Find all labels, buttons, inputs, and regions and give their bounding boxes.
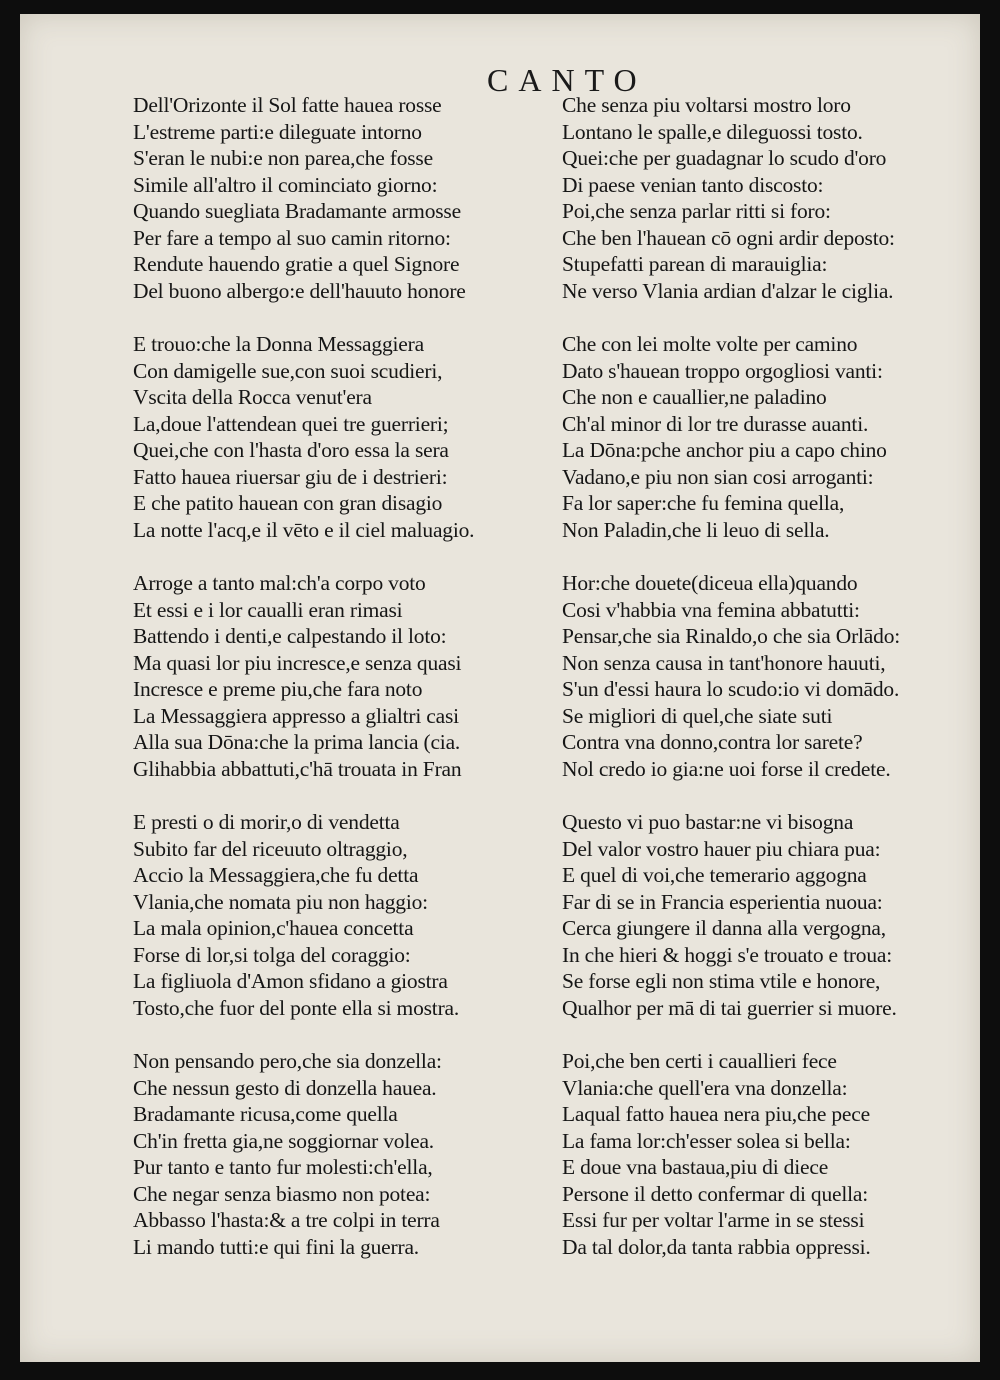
stanza (133, 92, 553, 304)
verse-line: Poi,che ben certi i cauallieri fece (562, 1049, 837, 1073)
verse-line: Stupefatti parean di marauiglia: (562, 252, 828, 276)
verse-line: Ch'in fretta gia,ne soggiornar volea. (133, 1128, 434, 1153)
verse-line: Non Paladin,che li leuo di sella. (562, 517, 830, 542)
verse-line: Per fare a tempo al suo camin ritorno: (133, 225, 451, 250)
stanza (562, 809, 982, 1021)
verse-line: Bradamante ricusa,come quella (133, 1102, 398, 1126)
stanza (562, 92, 982, 304)
verse-line: Che ben l'hauean cō ogni ardir deposto: (562, 225, 895, 250)
left-column (133, 92, 553, 1287)
verse-line: Subito far del riceuuto oltraggio, (133, 836, 408, 861)
verse-line: Qualhor per mā di tai guerrier si muore. (562, 995, 897, 1020)
verse-line: Dell'Orizonte il Sol fatte hauea rosse (133, 93, 442, 117)
verse-line: Laqual fatto hauea nera piu,che pece (562, 1102, 870, 1126)
verse-line: Accio la Messaggiera,che fu detta (133, 863, 419, 887)
stanza (133, 331, 553, 543)
verse-line: Del valor vostro hauer piu chiara pua: (562, 836, 881, 861)
verse-line: Abbasso l'hasta:& a tre colpi in terra (133, 1208, 440, 1232)
verse-line: Contra vna donno,contra lor sarete? (562, 730, 863, 754)
verse-line: La,doue l'attendean quei tre guerrieri; (133, 411, 449, 436)
verse-line: Li mando tutti:e qui fini la guerra. (133, 1234, 419, 1259)
verse-line: Di paese venian tanto discosto: (562, 172, 824, 197)
verse-line: Non senza causa in tant'honore hauuti, (562, 650, 886, 675)
verse-line: Rendute hauendo gratie a quel Signore (133, 252, 460, 276)
verse-line: Ma quasi lor piu incresce,e senza quasi (133, 650, 462, 675)
verse-line: E quel di voi,che temerario aggogna (562, 863, 867, 887)
right-column (562, 92, 982, 1287)
verse-line: Non pensando pero,che sia donzella: (133, 1049, 442, 1073)
verse-line: Battendo i denti,e calpestando il loto: (133, 624, 447, 648)
verse-line: In che hieri & hoggi s'e trouato e troua: (562, 942, 893, 967)
verse-line: Che nessun gesto di donzella hauea. (133, 1075, 437, 1100)
verse-line: Con damigelle sue,con suoi scudieri, (133, 358, 443, 383)
verse-line: Vscita della Rocca venut'era (133, 385, 372, 409)
verse-line: Quando suegliata Bradamante armosse (133, 199, 461, 223)
verse-line: Che non e cauallier,ne paladino (562, 385, 827, 409)
verse-line: Nol credo io gia:ne uoi forse il credete. (562, 756, 891, 781)
verse-line: Da tal dolor,da tanta rabbia oppressi. (562, 1234, 871, 1259)
verse-line: E che patito hauean con gran disagio (133, 491, 443, 515)
verse-line: Del buono albergo:e dell'hauuto honore (133, 278, 466, 303)
verse-line: La figliuola d'Amon sfidano a giostra (133, 969, 448, 993)
verse-line: Lontano le spalle,e dileguossi tosto. (562, 119, 863, 144)
verse-line: Persone il detto confermar di quella: (562, 1181, 869, 1206)
verse-line: E presti o di morir,o di vendetta (133, 810, 400, 834)
verse-line: Quei,che con l'hasta d'oro essa la sera (133, 438, 449, 462)
verse-line: Vlania:che quell'era vna donzella: (562, 1075, 848, 1100)
verse-line: La mala opinion,c'hauea concetta (133, 916, 414, 940)
verse-line: Hor:che douete(diceua ella)quando (562, 571, 858, 595)
verse-line: Pur tanto e tanto fur molesti:ch'ella, (133, 1155, 433, 1179)
verse-line: Et essi e i lor caualli eran rimasi (133, 597, 403, 622)
verse-line: Pensar,che sia Rinaldo,o che sia Orlādo: (562, 624, 901, 648)
verse-line: Glihabbia abbattuti,c'hā trouata in Fran (133, 756, 462, 781)
stanza (562, 1048, 982, 1260)
verse-line: L'estreme parti:e dileguate intorno (133, 119, 422, 144)
verse-line: Far di se in Francia esperientia nuoua: (562, 889, 883, 914)
stanza (133, 809, 553, 1021)
verse-line: Che senza piu voltarsi mostro loro (562, 93, 851, 117)
stanza (562, 331, 982, 543)
stanza (562, 570, 982, 782)
verse-line: E trouo:che la Donna Messaggiera (133, 332, 424, 356)
verse-line: La Dōna:pche anchor piu a capo chino (562, 438, 887, 462)
verse-line: Che negar senza biasmo non potea: (133, 1181, 431, 1206)
stanza (133, 1048, 553, 1260)
verse-line: Incresce e preme piu,che fara noto (133, 677, 423, 701)
verse-line: Arroge a tanto mal:ch'a corpo voto (133, 571, 426, 595)
verse-line: Se forse egli non stima vtile e honore, (562, 969, 881, 993)
verse-line: Tosto,che fuor del ponte ella si mostra. (133, 995, 460, 1020)
verse-line: La Messaggiera appresso a glialtri casi (133, 703, 459, 728)
verse-line: S'eran le nubi:e non parea,che fosse (133, 146, 433, 170)
verse-line: Simile all'altro il cominciato giorno: (133, 172, 438, 197)
verse-line: Che con lei molte volte per camino (562, 332, 858, 356)
verse-line: Quei:che per guadagnar lo scudo d'oro (562, 146, 887, 170)
stanza (133, 570, 553, 782)
verse-line: Vadano,e piu non sian cosi arroganti: (562, 464, 874, 489)
verse-line: Cosi v'habbia vna femina abbatutti: (562, 597, 860, 622)
verse-line: Dato s'hauean troppo orgogliosi vanti: (562, 358, 883, 383)
verse-line: E doue vna bastaua,piu di diece (562, 1155, 829, 1179)
verse-line: Questo vi puo bastar:ne vi bisogna (562, 810, 854, 834)
verse-line: Alla sua Dōna:che la prima lancia (cia. (133, 730, 461, 754)
verse-line: Se migliori di quel,che siate suti (562, 703, 833, 728)
verse-line: Cerca giungere il danna alla vergogna, (562, 916, 886, 940)
verse-line: Ch'al minor di lor tre durasse auanti. (562, 411, 869, 436)
verse-line: La notte l'acq,e il vēto e il ciel maluagio. (133, 517, 475, 542)
verse-line: Ne verso Vlania ardian d'alzar le ciglia. (562, 278, 894, 303)
verse-line: Vlania,che nomata piu non haggio: (133, 889, 428, 914)
page-header-canto: CANTO (487, 62, 647, 98)
verse-line: Essi fur per voltar l'arme in se stessi (562, 1208, 865, 1232)
verse-line: Poi,che senza parlar ritti si foro: (562, 199, 831, 223)
verse-line: La fama lor:ch'esser solea si bella: (562, 1128, 851, 1153)
verse-line: S'un d'essi haura lo scudo:io vi domādo. (562, 677, 900, 701)
verse-line: Fa lor saper:che fu femina quella, (562, 491, 845, 515)
verse-line: Forse di lor,si tolga del coraggio: (133, 942, 411, 967)
verse-line: Fatto hauea riuersar giu de i destrieri: (133, 464, 448, 489)
